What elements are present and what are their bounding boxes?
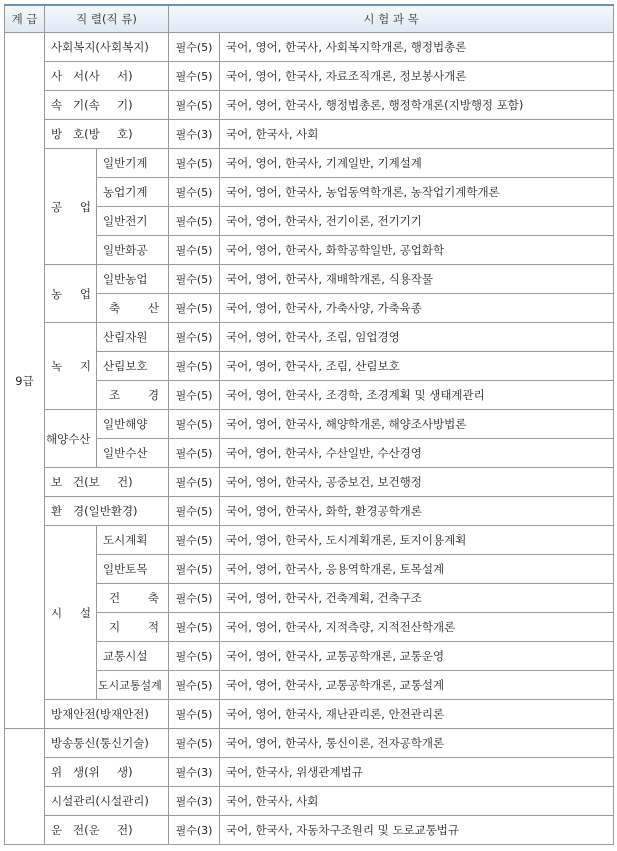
position-cell: 일반토목 bbox=[97, 555, 169, 584]
required-cell: 필수(5) bbox=[169, 700, 220, 729]
table-row bbox=[5, 178, 614, 207]
group-part: 지 bbox=[79, 359, 91, 373]
position-cell bbox=[45, 816, 169, 845]
subjects-cell: 국어, 영어, 한국사, 교통공학개론, 교통설계 bbox=[220, 671, 614, 700]
table-row bbox=[5, 816, 614, 845]
table-row bbox=[5, 207, 614, 236]
table-row bbox=[5, 584, 614, 613]
group-part: 업 bbox=[79, 199, 91, 214]
table-row bbox=[5, 120, 614, 149]
grade-cell-continued bbox=[5, 729, 45, 758]
subjects-cell: 국어, 한국사, 자동차구조원리 및 도로교통법규 bbox=[220, 816, 614, 845]
table-row bbox=[5, 468, 614, 497]
position-cell: 방재안전(방재안전) bbox=[45, 700, 169, 729]
subjects-cell: 국어, 영어, 한국사, 재배학개론, 식용작물 bbox=[220, 265, 614, 294]
required-cell: 필수(5) bbox=[169, 671, 220, 700]
required-cell: 필수(5) bbox=[169, 207, 220, 236]
required-cell: 필수(3) bbox=[169, 787, 220, 816]
position-part: 기(속 bbox=[73, 98, 100, 112]
subjects-cell: 국어, 영어, 한국사, 기계일반, 기계설계 bbox=[220, 149, 614, 178]
header-position: 직 렬(직 류) bbox=[45, 5, 169, 33]
group-cell-engineering bbox=[45, 149, 97, 265]
subjects-cell: 국어, 영어, 한국사, 화학공학일반, 공업화학 bbox=[220, 236, 614, 265]
position-cell: 교통시설 bbox=[97, 642, 169, 671]
position-cell bbox=[45, 91, 169, 120]
required-cell: 필수(5) bbox=[169, 410, 220, 439]
table-row bbox=[5, 381, 614, 410]
exam-subjects-table-container bbox=[4, 4, 614, 845]
subjects-cell: 국어, 영어, 한국사, 조경학, 조경계획 및 생태계관리 bbox=[220, 381, 614, 410]
exam-subjects-table bbox=[4, 4, 614, 845]
position-part: 방 bbox=[51, 127, 63, 141]
required-cell: 필수(5) bbox=[169, 33, 220, 62]
position-cell bbox=[45, 62, 169, 91]
table-row bbox=[5, 671, 614, 700]
position-part: 환 bbox=[51, 504, 63, 518]
required-cell: 필수(5) bbox=[169, 323, 220, 352]
position-cell: 산림보호 bbox=[97, 352, 169, 381]
position-cell bbox=[45, 468, 169, 497]
grade-cell-continued bbox=[5, 787, 45, 816]
position-cell bbox=[45, 497, 169, 526]
group-part: 업 bbox=[79, 286, 91, 301]
position-cell bbox=[97, 294, 169, 323]
position-part: 건(보 bbox=[73, 475, 100, 489]
subjects-cell: 국어, 영어, 한국사, 전기이론, 전기기기 bbox=[220, 207, 614, 236]
subjects-cell: 국어, 영어, 한국사, 도시계획개론, 토지이용계획 bbox=[220, 526, 614, 555]
position-part: 축 bbox=[109, 301, 121, 315]
table-row bbox=[5, 323, 614, 352]
position-part: 서) bbox=[117, 69, 133, 83]
position-cell: 농업기계 bbox=[97, 178, 169, 207]
required-cell: 필수(5) bbox=[169, 613, 220, 642]
table-row bbox=[5, 497, 614, 526]
subjects-cell: 국어, 영어, 한국사, 수산일반, 수산경영 bbox=[220, 439, 614, 468]
group-cell-ocean: 해양수산 bbox=[45, 410, 97, 468]
position-part: 보 bbox=[51, 475, 63, 489]
table-row bbox=[5, 149, 614, 178]
subjects-cell: 국어, 영어, 한국사, 지적측량, 지적전산학개론 bbox=[220, 613, 614, 642]
position-cell bbox=[97, 381, 169, 410]
position-cell bbox=[45, 758, 169, 787]
grade-cell-continued bbox=[5, 758, 45, 787]
position-cell: 산림자원 bbox=[97, 323, 169, 352]
position-cell: 사회복지(사회복지) bbox=[45, 33, 169, 62]
group-part: 녹 bbox=[51, 359, 63, 373]
position-part: 산 bbox=[147, 301, 159, 315]
position-part: 사 bbox=[51, 69, 63, 83]
subjects-cell: 국어, 영어, 한국사, 사회복지학개론, 행정법총론 bbox=[220, 33, 614, 62]
table-row bbox=[5, 294, 614, 323]
table-row bbox=[5, 729, 614, 758]
required-cell: 필수(5) bbox=[169, 555, 220, 584]
position-part: 축 bbox=[147, 591, 159, 605]
position-cell: 일반기계 bbox=[97, 149, 169, 178]
position-part: 생) bbox=[117, 765, 133, 779]
table-row bbox=[5, 91, 614, 120]
position-part: 지 bbox=[109, 620, 121, 634]
subjects-cell: 국어, 한국사, 사회 bbox=[220, 120, 614, 149]
table-row bbox=[5, 700, 614, 729]
grade-cell: 9급 bbox=[5, 33, 45, 729]
position-part: 조 bbox=[109, 388, 121, 402]
position-part: 서(사 bbox=[73, 69, 100, 83]
required-cell: 필수(5) bbox=[169, 584, 220, 613]
position-cell: 일반수산 bbox=[97, 439, 169, 468]
subjects-cell: 국어, 영어, 한국사, 재난관리론, 안전관리론 bbox=[220, 700, 614, 729]
group-cell-green bbox=[45, 323, 97, 410]
table-row bbox=[5, 439, 614, 468]
position-part: 경 bbox=[147, 388, 159, 402]
position-cell: 일반화공 bbox=[97, 236, 169, 265]
required-cell: 필수(5) bbox=[169, 178, 220, 207]
position-part: 적 bbox=[147, 620, 159, 634]
position-cell bbox=[45, 120, 169, 149]
position-part: 운 bbox=[51, 823, 63, 837]
subjects-cell: 국어, 영어, 한국사, 자료조직개론, 정보봉사개론 bbox=[220, 62, 614, 91]
position-part: 생(위 bbox=[73, 765, 100, 779]
position-part: 전) bbox=[117, 823, 133, 837]
subjects-cell: 국어, 한국사, 위생관계법규 bbox=[220, 758, 614, 787]
position-part: 경(일반환경) bbox=[73, 504, 138, 518]
position-cell: 도시계획 bbox=[97, 526, 169, 555]
required-cell: 필수(5) bbox=[169, 294, 220, 323]
position-cell: 시설관리(시설관리) bbox=[45, 787, 169, 816]
subjects-cell: 국어, 영어, 한국사, 건축계획, 건축구조 bbox=[220, 584, 614, 613]
header-grade: 계 급 bbox=[5, 5, 45, 33]
required-cell: 필수(3) bbox=[169, 816, 220, 845]
position-part: 호(방 bbox=[73, 127, 100, 141]
group-part: 시 bbox=[51, 605, 63, 620]
position-part: 속 bbox=[51, 98, 63, 112]
required-cell: 필수(3) bbox=[169, 120, 220, 149]
required-cell: 필수(5) bbox=[169, 352, 220, 381]
required-cell: 필수(3) bbox=[169, 758, 220, 787]
required-cell: 필수(5) bbox=[169, 642, 220, 671]
position-cell: 일반해양 bbox=[97, 410, 169, 439]
subjects-cell: 국어, 영어, 한국사, 행정법총론, 행정학개론(지방행정 포함) bbox=[220, 91, 614, 120]
table-row bbox=[5, 526, 614, 555]
required-cell: 필수(5) bbox=[169, 381, 220, 410]
position-cell bbox=[97, 613, 169, 642]
required-cell: 필수(5) bbox=[169, 149, 220, 178]
position-cell: 방송통신(통신기술) bbox=[45, 729, 169, 758]
required-cell: 필수(5) bbox=[169, 729, 220, 758]
required-cell: 필수(5) bbox=[169, 91, 220, 120]
position-cell: 일반전기 bbox=[97, 207, 169, 236]
required-cell: 필수(5) bbox=[169, 265, 220, 294]
table-row bbox=[5, 555, 614, 584]
required-cell: 필수(5) bbox=[169, 468, 220, 497]
position-part: 기) bbox=[117, 98, 133, 112]
table-row bbox=[5, 62, 614, 91]
group-cell-facility bbox=[45, 526, 97, 700]
table-row bbox=[5, 758, 614, 787]
position-cell: 일반농업 bbox=[97, 265, 169, 294]
subjects-cell: 국어, 영어, 한국사, 공중보건, 보건행정 bbox=[220, 468, 614, 497]
table-row bbox=[5, 613, 614, 642]
position-part: 전(운 bbox=[73, 823, 100, 837]
table-row bbox=[5, 33, 614, 62]
required-cell: 필수(5) bbox=[169, 439, 220, 468]
table-row bbox=[5, 352, 614, 381]
subjects-cell: 국어, 한국사, 사회 bbox=[220, 787, 614, 816]
required-cell: 필수(5) bbox=[169, 526, 220, 555]
position-part: 호) bbox=[117, 127, 133, 141]
table-row bbox=[5, 642, 614, 671]
position-cell: 도시교통설계 bbox=[97, 671, 169, 700]
required-cell: 필수(5) bbox=[169, 62, 220, 91]
group-part: 공 bbox=[51, 199, 63, 214]
required-cell: 필수(5) bbox=[169, 497, 220, 526]
table-row bbox=[5, 265, 614, 294]
subjects-cell: 국어, 영어, 한국사, 화학, 환경공학개론 bbox=[220, 497, 614, 526]
group-part: 설 bbox=[79, 605, 91, 620]
grade-cell-continued bbox=[5, 816, 45, 845]
subjects-cell: 국어, 영어, 한국사, 조림, 산림보호 bbox=[220, 352, 614, 381]
subjects-cell: 국어, 영어, 한국사, 농업동역학개론, 농작업기계학개론 bbox=[220, 178, 614, 207]
table-row bbox=[5, 410, 614, 439]
subjects-cell: 국어, 영어, 한국사, 응용역학개론, 토목설계 bbox=[220, 555, 614, 584]
group-part: 농 bbox=[51, 286, 63, 301]
table-row bbox=[5, 236, 614, 265]
position-cell bbox=[97, 584, 169, 613]
required-cell: 필수(5) bbox=[169, 236, 220, 265]
position-part: 건 bbox=[109, 591, 121, 605]
header-subjects: 시 험 과 목 bbox=[169, 5, 614, 33]
subjects-cell: 국어, 영어, 한국사, 조림, 임업경영 bbox=[220, 323, 614, 352]
position-part: 건) bbox=[117, 475, 133, 489]
table-header-row bbox=[5, 5, 614, 33]
subjects-cell: 국어, 영어, 한국사, 교통공학개론, 교통운영 bbox=[220, 642, 614, 671]
table-row bbox=[5, 787, 614, 816]
subjects-cell: 국어, 영어, 한국사, 가축사양, 가축육종 bbox=[220, 294, 614, 323]
position-part: 위 bbox=[51, 765, 63, 779]
subjects-cell: 국어, 영어, 한국사, 통신이론, 전자공학개론 bbox=[220, 729, 614, 758]
group-cell-agriculture bbox=[45, 265, 97, 323]
subjects-cell: 국어, 영어, 한국사, 해양학개론, 해양조사방법론 bbox=[220, 410, 614, 439]
